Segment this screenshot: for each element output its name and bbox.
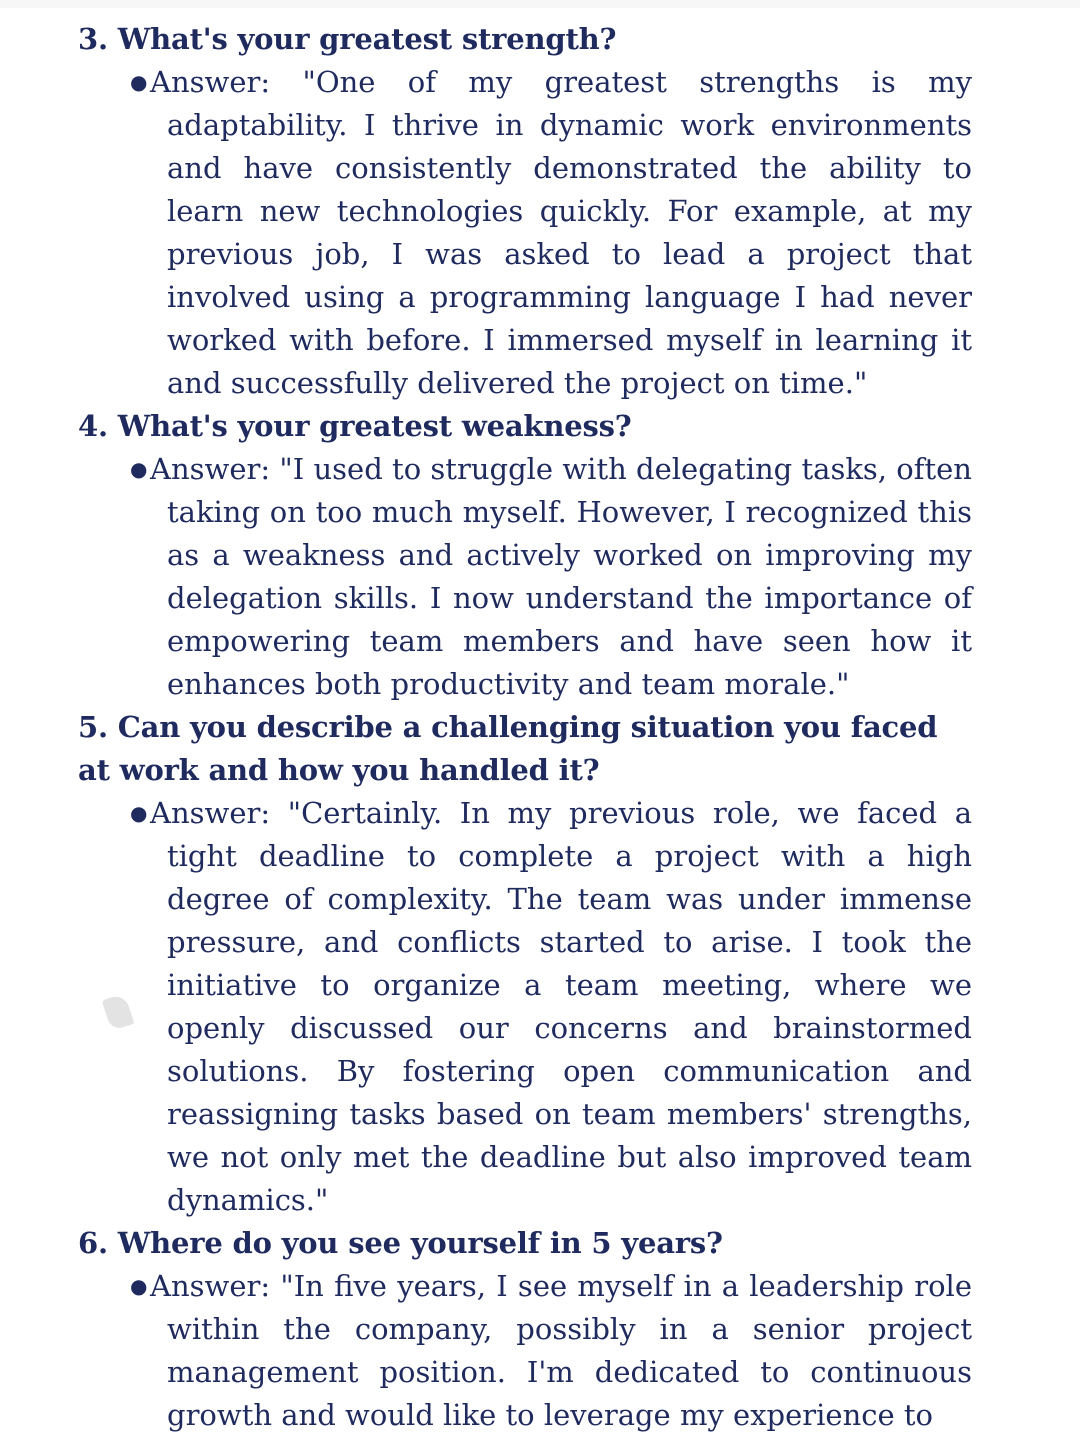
- qa-section-4: [78, 405, 972, 706]
- bullet-icon: ●: [130, 1274, 148, 1298]
- answer-list: [78, 1265, 972, 1437]
- qa-section-6: [78, 1222, 972, 1437]
- qa-section-3: [78, 18, 972, 405]
- answer-list: [78, 61, 972, 405]
- bullet-icon: ●: [130, 457, 148, 481]
- answer-item: [130, 61, 972, 405]
- question-heading: 6. Where do you see yourself in 5 years?: [78, 1226, 723, 1260]
- answer-text: Answer: "I used to struggle with delegating tasks, often taking on too much myself. However, I recognized this as a weakness and actively worked on improving my delegation skills. I now understand the importance of empowering team members and have seen how it enhances both productivity and team morale.": [150, 452, 972, 701]
- bullet-icon: ●: [130, 70, 148, 94]
- answer-item: [130, 1265, 972, 1437]
- question-heading: 5. Can you describe a challenging situation you faced at work and how you handled it?: [78, 710, 938, 787]
- answer-text: Answer: "In five years, I see myself in a leadership role within the company, possibly in a senior project management position. I'm dedicated to continuous growth and would like to leverage my experience to: [150, 1269, 972, 1432]
- question-heading: 3. What's your greatest strength?: [78, 22, 617, 56]
- answer-item: [130, 792, 972, 1222]
- qa-section-5: [78, 706, 972, 1222]
- document-page: [78, 18, 972, 1437]
- question-heading: 4. What's your greatest weakness?: [78, 409, 632, 443]
- answer-list: [78, 448, 972, 706]
- answer-list: [78, 792, 972, 1222]
- answer-text: Answer: "Certainly. In my previous role, we faced a tight deadline to complete a project with a high degree of complexity. The team was under immense pressure, and conflicts started to arise. I took the initiative to organize a team meeting, where we openly discussed our concerns and brainstormed solutions. By fostering open communication and reassigning tasks based on team members' strengths, we not only met the deadline but also improved team dynamics.": [150, 796, 972, 1217]
- bullet-icon: ●: [130, 801, 148, 825]
- answer-text: Answer: "One of my greatest strengths is my adaptability. I thrive in dynamic work environments and have consistently demonstrated the ability to learn new technologies quickly. For example, at my previous job, I was asked to lead a project that involved using a programming language I had never worked with before. I immersed myself in learning it and successfully delivered the project on time.": [150, 65, 972, 400]
- answer-item: [130, 448, 972, 706]
- page-top-edge: [0, 0, 1080, 8]
